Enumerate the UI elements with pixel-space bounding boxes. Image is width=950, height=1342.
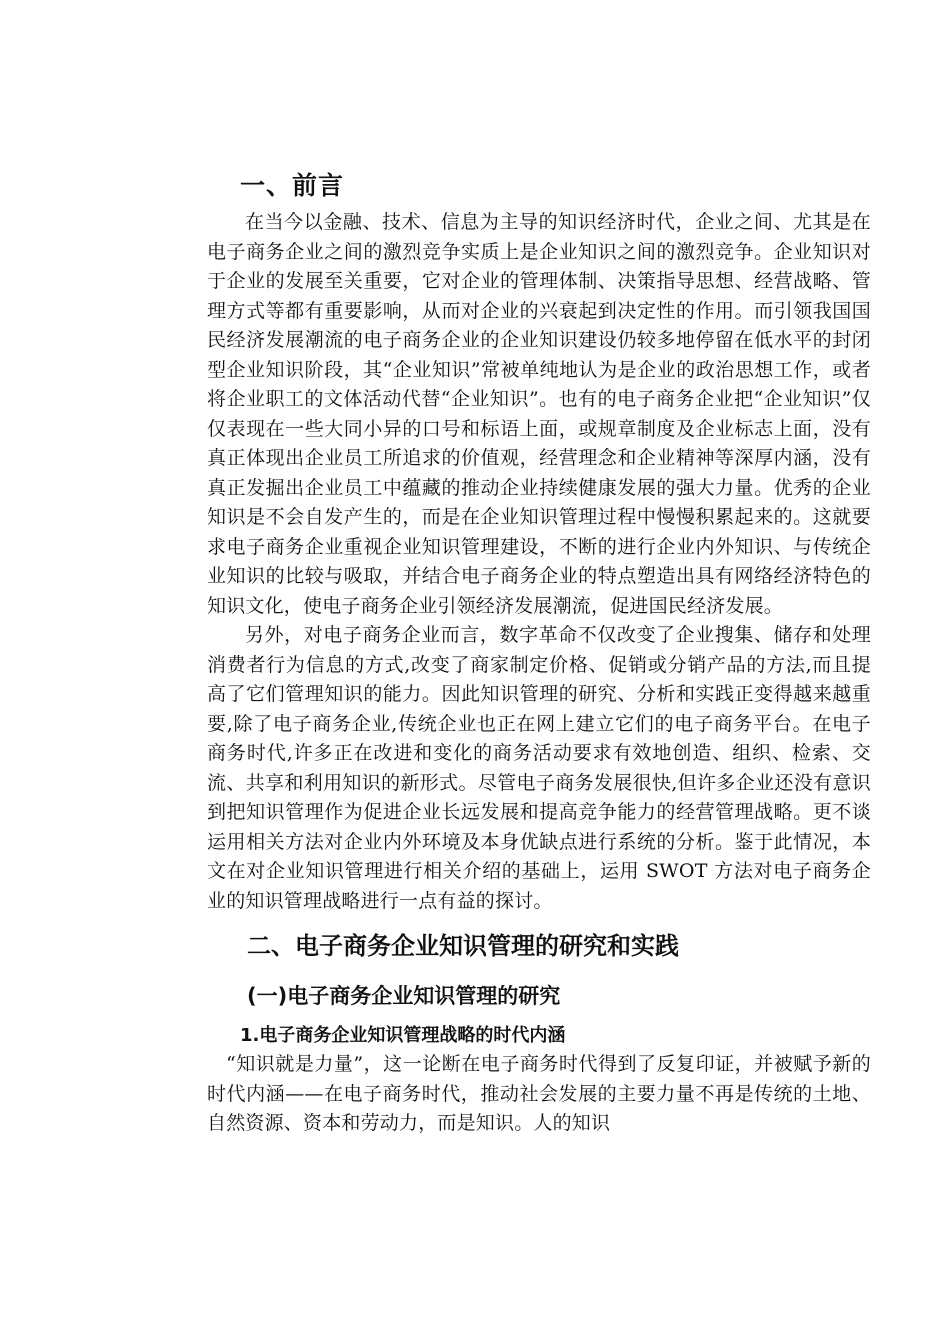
heading-introduction: 一、前言 [240,171,345,200]
intro-paragraph-1: 在当今以金融、技术、信息为主导的知识经济时代，企业之间、尤其是在电子商务企业之间的激烈竞争实质上是企业知识之间的激烈竞争。企业知识对于企业的发展至关重要，它对企业的管理体制、决策指导思想、经营战略、管理方式等都有重要影响，从而对企业的兴衰起到决定性的作用。而引领我国国民经济发展潮流的电子商务企业的企业知识建设仍较多地停留在低水平的封闭型企业知识阶段，其“企业知识”常被单纯地认为是企业的政治思想工作，或者将企业职工的文体活动代替“企业知识”。也有的电子商务企业把“企业知识”仅仅表现在一些大同小异的口号和标语上面，或规章制度及企业标志上面，没有真正体现出企业员工所追求的价值观，经营理念和企业精神等深厚内涵，没有真正发掘出企业员工中蕴藏的推动企业持续健康发展的强大力量。优秀的企业知识是不会自发产生的，而是在企业知识管理过程中慢慢积累起来的。这就要求电子商务企业重视企业知识管理建设，不断的进行企业内外知识、与传统企业知识的比较与吸取，并结合电子商务企业的特点塑造出具有网络经济特色的知识文化，使电子商务企业引领经济发展潮流，促进国民经济发展。 [207,211,871,617]
document-body [207,168,871,1139]
heading-section-2: 二、电子商务企业知识管理的研究和实践 [247,932,679,960]
heading-subsection-1: (一)电子商务企业知识管理的研究 [247,984,561,1008]
section-paragraph-1: “知识就是力量”，这一论断在电子商务时代得到了反复印证，并被赋予新的时代内涵——在电子商务时代，推动社会发展的主要力量不再是传统的土地、自然资源、资本和劳动力，而是知识。人的知识 [207,1053,871,1134]
heading-subsubsection-1: 1.电子商务企业知识管理战略的时代内涵 [240,1025,566,1046]
intro-paragraph-2: 另外，对电子商务企业而言，数字革命不仅改变了企业搜集、储存和处理消费者行为信息的方式,改变了商家制定价格、促销或分销产品的方法,而且提高了它们管理知识的能力。因此知识管理的研究、分析和实践正变得越来越重要,除了电子商务企业,传统企业也正在网上建立它们的电子商务平台。在电子商务时代,许多正在改进和变化的商务活动要求有效地创造、组织、检索、交流、共享和利用知识的新形式。尽管电子商务发展很快,但许多企业还没有意识到把知识管理作为促进企业长远发展和提高竞争能力的经营管理战略。更不谈运用相关方法对企业内外环境及本身优缺点进行系统的分析。鉴于此情况，本文在对企业知识管理进行相关介绍的基础上，运用 SWOT 方法对电子商务企业的知识管理战略进行一点有益的探讨。 [207,624,871,912]
